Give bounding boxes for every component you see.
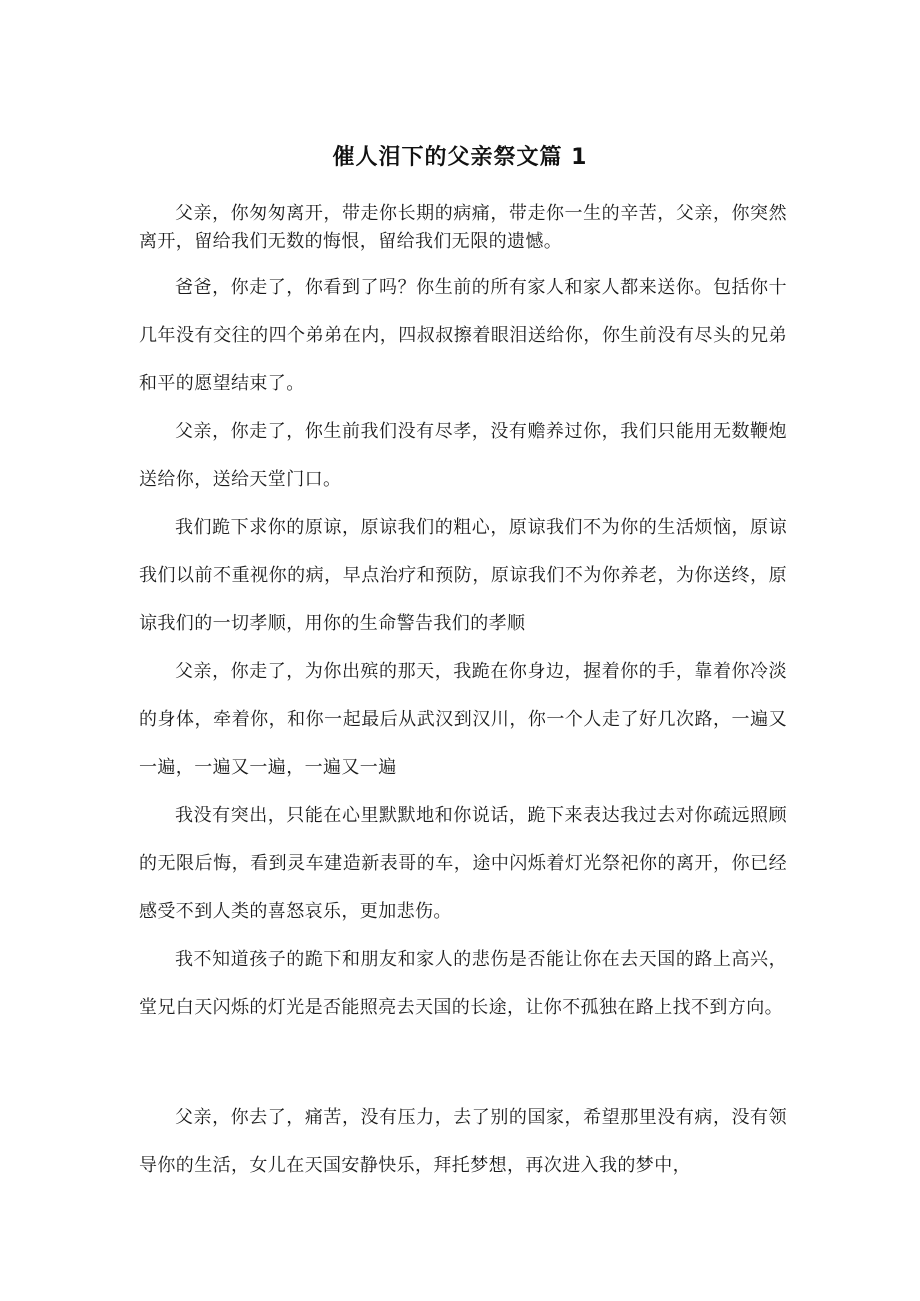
paragraph-8: 父亲，你去了，痛苦，没有压力，去了别的国家，希望那里没有病，没有领导你的生活，女儿在天国安静快乐，拜托梦想，再次进入我的梦中， (139, 1107, 787, 1176)
paragraph-2: 爸爸，你走了，你看到了吗？你生前的所有家人和家人都来送你。包括你十几年没有交往的四个弟弟在内，四叔叔擦着眼泪送给你，你生前没有尽头的兄弟和平的愿望结束了。 (139, 277, 787, 394)
paragraph-7: 我不知道孩子的跪下和朋友和家人的悲伤是否能让你在去天国的路上高兴，堂兄白天闪烁的灯光是否能照亮去天国的长途，让你不孤独在路上找不到方向。 (139, 949, 787, 1018)
paragraph-3: 父亲，你走了，你生前我们没有尽孝，没有赡养过你，我们只能用无数鞭炮送给你，送给天堂门口。 (139, 421, 787, 490)
paragraph-4: 我们跪下求你的原谅，原谅我们的粗心，原谅我们不为你的生活烦恼，原谅我们以前不重视你的病，早点治疗和预防，原谅我们不为你养老，为你送终，原谅我们的一切孝顺，用你的生命警告我们的孝顺 (139, 517, 787, 634)
paragraph-6: 我没有突出，只能在心里默默地和你说话，跪下来表达我过去对你疏远照顾的无限后悔，看到灵车建造新表哥的车，途中闪烁着灯光祭祀你的离开，你已经感受不到人类的喜怒哀乐，更加悲伤。 (139, 805, 787, 922)
document-title: 催人泪下的父亲祭文篇 1 (332, 145, 588, 170)
paragraph-1: 父亲，你匆匆离开，带走你长期的病痛，带走你一生的辛苦，父亲，你突然离开，留给我们无数的悔恨，留给我们无限的遗憾。 (139, 203, 787, 252)
paragraph-5: 父亲，你走了，为你出殡的那天，我跪在你身边，握着你的手，靠着你冷淡的身体，牵着你，和你一起最后从武汉到汉川，你一个人走了好几次路，一遍又一遍，一遍又一遍，一遍又一遍 (139, 661, 787, 778)
